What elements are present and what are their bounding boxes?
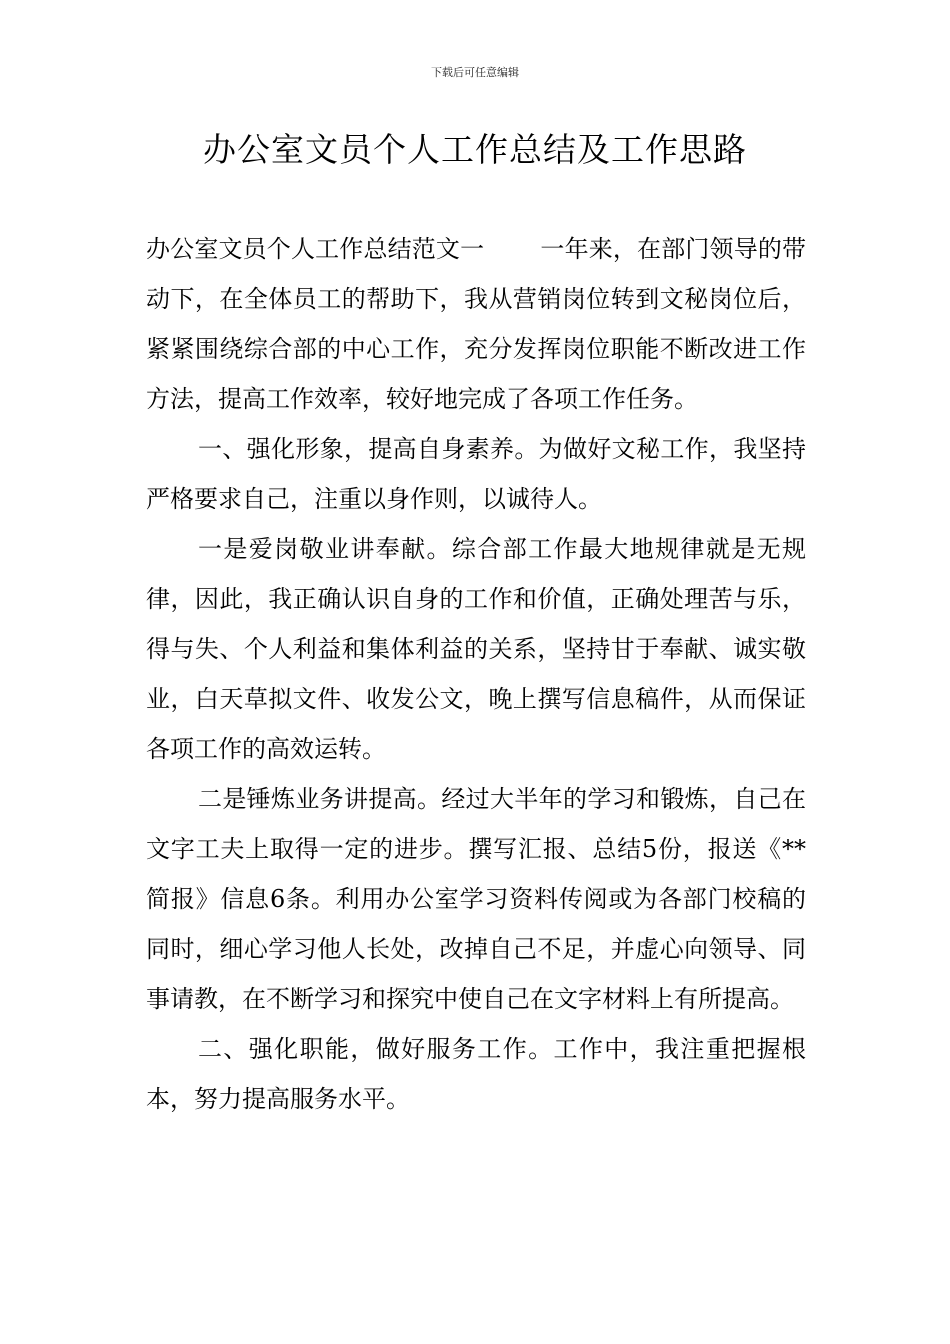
paragraph-1: 一、强化形象，提高自身素养。为做好文秘工作，我坚持严格要求自己，注重以身作则，以诚待人。 [146, 435, 806, 513]
intro-text: 一年来，在部门领导的带动下，在全体员工的帮助下，我从营销岗位转到文秘岗位后，紧紧围绕综合部的中心工作，充分发挥岗位职能不断改进工作方法，提高工作效率，较好地完成了各项工作任务。 [146, 235, 807, 413]
paragraph-4: 二、强化职能，做好服务工作。工作中，我注重把握根本，努力提高服务水平。 [146, 1035, 806, 1113]
document-title: 办公室文员个人工作总结及工作思路 [203, 130, 747, 169]
intro-label: 办公室文员个人工作总结范文一 [146, 235, 485, 263]
paragraph-3: 二是锤炼业务讲提高。经过大半年的学习和锻炼，自己在文字工夫上取得一定的进步。撰写汇报、总结5份，报送《**简报》信息6条。利用办公室学习资料传阅或为各部门校稿的同时，细心学习他人长处，改掉自己不足，并虚心向领导、同事请教，在不断学习和探究中使自己在文字材料上有所提高。 [146, 785, 806, 1013]
intro-paragraph [146, 224, 806, 424]
header-note: 下载后可任意编辑 [431, 66, 519, 79]
paragraph-2: 一是爱岗敬业讲奉献。综合部工作最大地规律就是无规律，因此，我正确认识自身的工作和价值，正确处理苦与乐，得与失、个人利益和集体利益的关系，坚持甘于奉献、诚实敬业，白天草拟文件、收发公文，晚上撰写信息稿件，从而保证各项工作的高效运转。 [146, 535, 806, 763]
document-body [146, 224, 806, 1124]
